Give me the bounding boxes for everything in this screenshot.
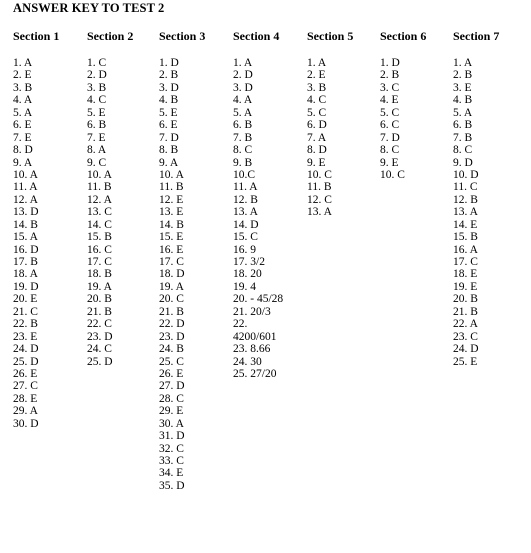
answer-item: 9. D	[453, 156, 473, 169]
section-heading: Section 1	[13, 29, 60, 43]
answer-item: 13. E	[159, 206, 184, 219]
section-heading: Section 3	[159, 29, 206, 43]
answer-item: 22.	[233, 318, 248, 331]
answer-item: 5. C	[380, 106, 400, 119]
answer-item: 25. E	[453, 355, 478, 368]
answer-item: 25. D	[13, 355, 39, 368]
answer-item: 1. C	[87, 57, 107, 69]
section-heading: Section 5	[307, 29, 354, 43]
answer-item: 14. B	[159, 218, 184, 231]
answer-item: 8. B	[159, 144, 179, 157]
answer-item: 18. B	[87, 268, 112, 281]
answer-item: 24. 30	[233, 355, 262, 368]
answer-item: 13. A	[453, 206, 478, 219]
answer-item: 11. B	[87, 181, 112, 194]
section-column-7	[453, 29, 499, 368]
answer-item: 3. B	[13, 81, 33, 94]
answer-item: 15. C	[233, 231, 258, 244]
answer-item: 3. D	[159, 81, 179, 94]
answer-item: 3. B	[87, 81, 107, 94]
answer-item: 10. D	[453, 168, 479, 181]
answer-item: 23. C	[453, 330, 478, 343]
answer-item: 4. C	[87, 94, 107, 107]
answer-item: 7. A	[307, 131, 327, 144]
answer-item: 13. C	[87, 206, 112, 219]
answer-item: 30. D	[13, 417, 39, 430]
answer-item: 15. B	[87, 231, 112, 244]
answer-item: 6. C	[380, 119, 400, 132]
answer-item: 9. E	[307, 156, 326, 169]
section-heading: Section 6	[380, 29, 427, 43]
section-column-2	[87, 29, 133, 368]
answer-item: 18. 20	[233, 268, 262, 281]
answer-item: 32. C	[159, 442, 184, 455]
answer-item: 11. A	[13, 181, 38, 194]
answer-item: 21. B	[87, 305, 112, 318]
answer-item: 3. E	[453, 81, 472, 94]
answer-item: 19. E	[453, 280, 478, 293]
answer-item: 12. A	[87, 193, 112, 206]
answer-item: 23. 8.66	[233, 343, 271, 356]
answer-item: 31. D	[159, 430, 185, 443]
answer-item: 17. B	[13, 256, 38, 268]
answer-item: 10. A	[87, 168, 112, 181]
answer-item: 24. B	[159, 343, 184, 356]
answer-item: 27. D	[159, 380, 185, 393]
answer-item: 8. D	[307, 144, 327, 157]
answer-item: 7. D	[159, 131, 179, 144]
answer-item: 8. C	[453, 144, 473, 157]
answer-item: 2. B	[380, 69, 400, 82]
answer-item: 12. B	[233, 193, 258, 206]
answer-item: 35. D	[159, 479, 185, 492]
answer-item: 33. C	[159, 455, 184, 467]
section-column-6	[380, 29, 426, 181]
answer-item: 3. C	[380, 81, 400, 94]
answer-item: 19. D	[13, 280, 39, 293]
page-title: ANSWER KEY TO TEST 2	[13, 1, 165, 15]
answer-item: 30. A	[159, 417, 184, 430]
answer-item: 14. D	[233, 218, 259, 231]
answer-item: 10. A	[13, 168, 38, 181]
answer-item: 19. A	[87, 280, 112, 293]
answer-item: 9. A	[13, 156, 33, 169]
answer-item: 18. E	[453, 268, 478, 281]
answer-item: 9. B	[233, 156, 253, 169]
answer-item: 13. A	[307, 206, 332, 219]
answer-item: 15. E	[159, 231, 184, 244]
answer-item: 1. D	[380, 57, 400, 69]
answer-item: 23. D	[159, 330, 185, 343]
answer-item: 23. D	[87, 330, 113, 343]
answer-item: 6. B	[453, 119, 473, 132]
answer-item: 4. B	[453, 94, 473, 107]
answer-item: 5. A	[13, 106, 33, 119]
answer-item: 15. B	[453, 231, 478, 244]
answer-item: 6. E	[13, 119, 32, 132]
section-column-4	[233, 29, 283, 380]
answer-item: 4. C	[307, 94, 327, 107]
answer-item: 14. E	[453, 218, 478, 231]
answer-item: 29. A	[13, 405, 38, 418]
answer-item: 8. A	[87, 144, 107, 157]
answer-item: 10. C	[380, 168, 405, 181]
answer-item: 4. B	[159, 94, 179, 107]
answer-item: 16. 9	[233, 243, 256, 256]
answer-item: 2. E	[307, 69, 326, 82]
answer-item: 7. E	[87, 131, 106, 144]
answer-item: 19. A	[159, 280, 184, 293]
answer-item: 7. B	[453, 131, 473, 144]
answer-item: 1. D	[159, 57, 179, 69]
answer-item: 28. C	[159, 392, 184, 405]
answer-item: 10. C	[307, 168, 332, 181]
answer-item: 23. E	[13, 330, 38, 343]
answer-item: 25. C	[159, 355, 184, 368]
answer-item: 2. B	[159, 69, 179, 82]
answer-item: 8. C	[380, 144, 400, 157]
answer-item: 17. 3/2	[233, 256, 265, 268]
answer-item: 7. B	[233, 131, 253, 144]
answer-item: 9. A	[159, 156, 179, 169]
answer-item: 16. E	[159, 243, 184, 256]
answer-item: 20. B	[453, 293, 478, 306]
answer-item: 4200/601	[233, 330, 277, 343]
answer-item: 2. D	[233, 69, 253, 82]
section-heading: Section 7	[453, 29, 500, 43]
answer-item: 12. E	[159, 193, 184, 206]
answer-item: 2. D	[87, 69, 107, 82]
answer-item: 12. C	[307, 193, 332, 206]
answer-item: 10.C	[233, 168, 256, 181]
answer-item: 25. D	[87, 355, 113, 368]
answer-item: 4. E	[380, 94, 399, 107]
answer-item: 6. E	[159, 119, 178, 132]
answer-item: 5. C	[307, 106, 327, 119]
answer-item: 11. B	[307, 181, 332, 194]
answer-item: 17. C	[159, 256, 184, 268]
answer-item: 2. E	[13, 69, 32, 82]
answer-item: 3. D	[233, 81, 253, 94]
section-heading: Section 2	[87, 29, 134, 43]
answer-item: 1. A	[13, 57, 33, 69]
answer-item: 8. D	[13, 144, 33, 157]
answer-item: 15. A	[13, 231, 38, 244]
answer-item: 11. C	[453, 181, 478, 194]
answer-item: 13. D	[13, 206, 39, 219]
answer-item: 11. B	[159, 181, 184, 194]
answer-item: 12. A	[13, 193, 38, 206]
answer-item: 21. C	[13, 305, 38, 318]
answer-item: 18. A	[13, 268, 38, 281]
answer-item: 24. D	[453, 343, 479, 356]
answer-item: 22. C	[87, 318, 112, 331]
answer-item: 25. 27/20	[233, 367, 277, 380]
answer-item: 9. E	[380, 156, 399, 169]
answer-item: 8. C	[233, 144, 253, 157]
answer-item: 14. C	[87, 218, 112, 231]
answer-item: 3. B	[307, 81, 327, 94]
answer-item: 21. B	[159, 305, 184, 318]
answer-item: 21. 20/3	[233, 305, 271, 318]
answer-item: 1. A	[233, 57, 253, 69]
answer-item: 17. C	[87, 256, 112, 268]
answer-item: 5. A	[233, 106, 253, 119]
answer-item: 17. C	[453, 256, 478, 268]
answer-item: 34. E	[159, 467, 184, 480]
answer-item: 16. C	[87, 243, 112, 256]
section-column-1	[13, 29, 59, 430]
answer-item: 20. E	[13, 293, 38, 306]
answer-item: 20. - 45/28	[233, 293, 284, 306]
answer-item: 20. C	[159, 293, 184, 306]
answer-item: 7. D	[380, 131, 400, 144]
answer-item: 5. E	[87, 106, 106, 119]
answer-item: 13. A	[233, 206, 258, 219]
answer-item: 24. D	[13, 343, 39, 356]
answer-item: 20. B	[87, 293, 112, 306]
answer-item: 26. E	[159, 367, 184, 380]
section-column-3	[159, 29, 205, 492]
answer-item: 1. A	[453, 57, 473, 69]
answer-item: 1. A	[307, 57, 327, 69]
answer-item: 10. A	[159, 168, 184, 181]
answer-item: 2. B	[453, 69, 473, 82]
answer-item: 16. A	[453, 243, 478, 256]
answer-item: 4. A	[233, 94, 253, 107]
answer-item: 26. E	[13, 367, 38, 380]
answer-item: 5. E	[159, 106, 178, 119]
answer-item: 21. B	[453, 305, 478, 318]
answer-item: 19. 4	[233, 280, 256, 293]
answer-item: 22. D	[159, 318, 185, 331]
answer-item: 12. B	[453, 193, 478, 206]
answer-item: 7. E	[13, 131, 32, 144]
answer-item: 6. D	[307, 119, 327, 132]
answer-item: 27. C	[13, 380, 38, 393]
answer-item: 18. D	[159, 268, 185, 281]
answer-item: 9. C	[87, 156, 107, 169]
answer-item: 29. E	[159, 405, 184, 418]
answer-item: 6. B	[233, 119, 253, 132]
answer-item: 6. B	[87, 119, 107, 132]
answer-item: 22. A	[453, 318, 478, 331]
section-column-5	[307, 29, 353, 219]
answer-item: 4. A	[13, 94, 33, 107]
answer-item: 28. E	[13, 392, 38, 405]
answer-item: 22. B	[13, 318, 38, 331]
answer-item: 24. C	[87, 343, 112, 356]
answer-item: 11. A	[233, 181, 258, 194]
answer-item: 14. B	[13, 218, 38, 231]
answer-item: 5. A	[453, 106, 473, 119]
section-heading: Section 4	[233, 29, 280, 43]
answer-item: 16. D	[13, 243, 39, 256]
